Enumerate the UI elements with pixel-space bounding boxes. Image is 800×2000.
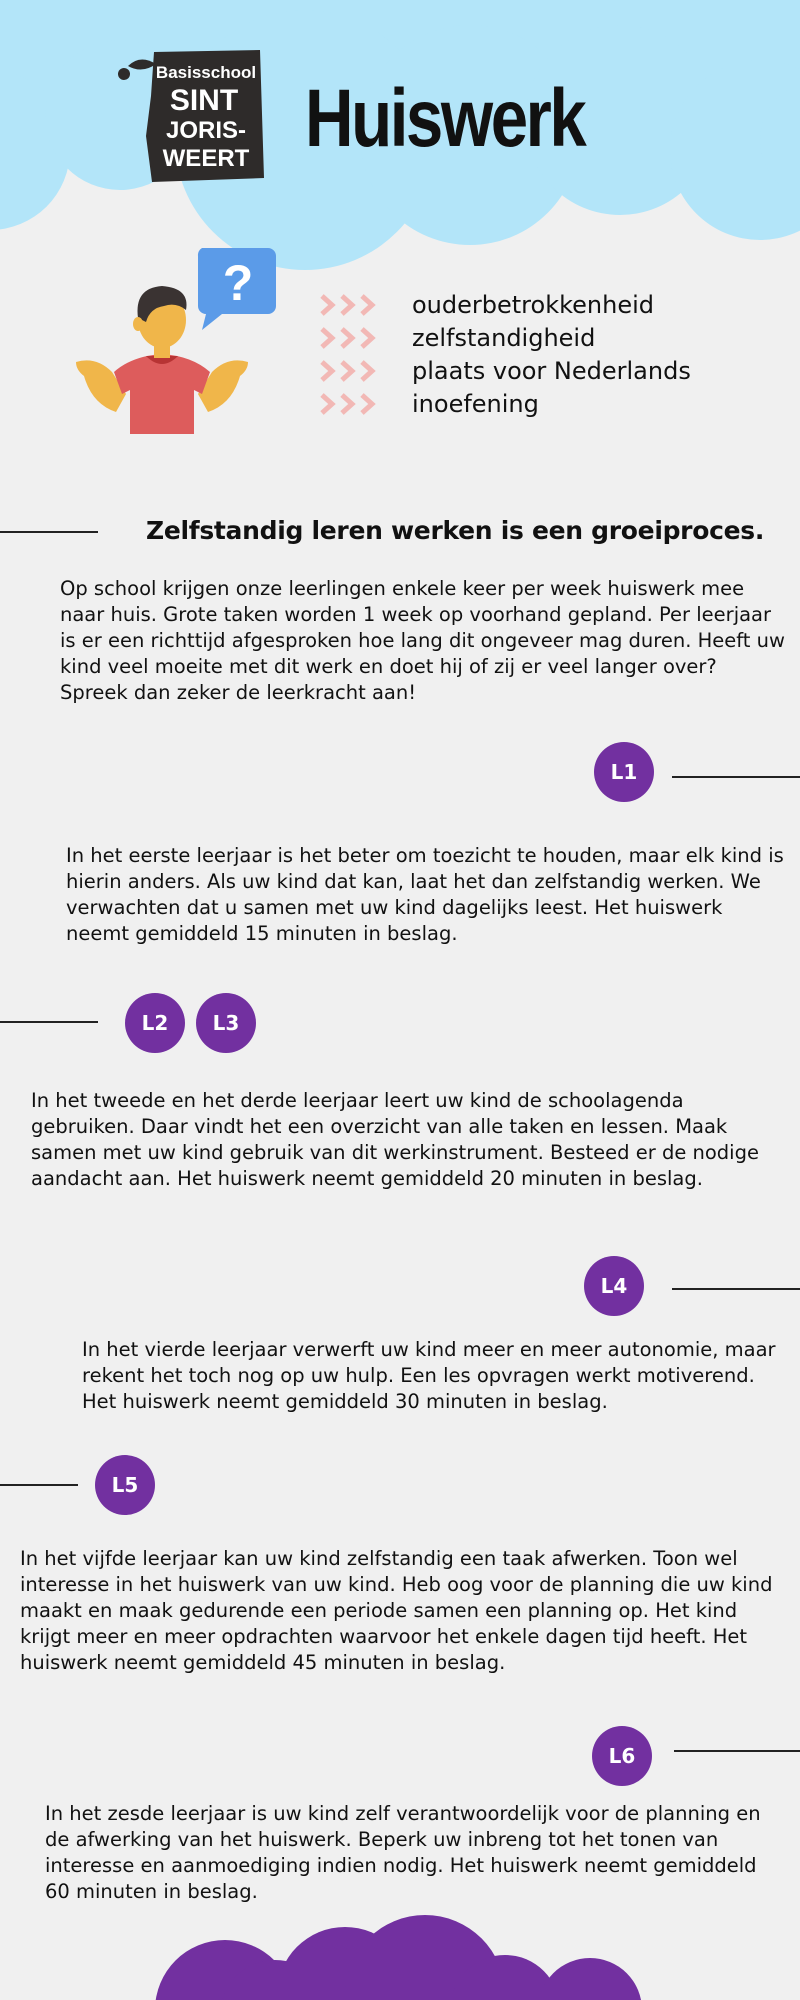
divider-line (674, 1750, 800, 1752)
question-mark: ? (222, 255, 254, 311)
keyword-label: plaats voor Nederlands (412, 356, 691, 385)
grade-paragraph-l4: In het vierde leerjaar verwerft uw kind meer en meer autonomie, maar rekent het toch nog op uw hulp. Een les opvragen werkt motiverend. Het huiswerk neemt gemiddeld 30 minuten in beslag. (82, 1338, 776, 1413)
keyword-item (320, 354, 691, 387)
school-logo (118, 46, 268, 186)
grade-paragraph-l2-l3: In het tweede en het derde leerjaar leert uw kind de schoolagenda gebruiken. Daar vindt het een overzicht van alle taken en lessen. Maak samen met uw kind gebruik van dit werkinstrument. Besteed er de nodige aandacht aan. Het huiswerk neemt gemiddeld 20 minuten in beslag. (31, 1089, 759, 1190)
keyword-label: ouderbetrokkenheid (412, 290, 654, 319)
grade-badge-l1: L1 (594, 742, 654, 802)
keyword-label: inoefening (412, 389, 539, 418)
grade-badge-l6: L6 (592, 1726, 652, 1786)
keyword-item (320, 288, 691, 321)
divider-line (0, 1021, 98, 1023)
divider-line (0, 531, 98, 533)
grade-badge-l4: L4 (584, 1256, 644, 1316)
keyword-list (320, 288, 691, 420)
page-title: Huiswerk (305, 73, 585, 164)
grade-badge-l5: L5 (95, 1455, 155, 1515)
section-heading: Zelfstandig leren werken is een groeiproces. (146, 516, 765, 545)
keyword-item (320, 321, 691, 354)
grade-paragraph-l6: In het zesde leerjaar is uw kind zelf verantwoordelijk voor de planning en de afwerking van het huiswerk. Beperk uw inbreng tot het tonen van interesse en aanmoediging indien nodig. Het huiswerk neemt gemiddeld 60 minuten in beslag. (45, 1802, 761, 1903)
chevron-arrows-icon (320, 327, 392, 349)
grade-badge-l2: L2 (125, 993, 185, 1053)
keyword-item (320, 387, 691, 420)
chevron-arrows-icon (320, 294, 392, 316)
chevron-arrows-icon (320, 360, 392, 382)
logo-line-2: SINT (169, 84, 239, 117)
bottom-cloud (0, 1900, 800, 2000)
intro-paragraph: Op school krijgen onze leerlingen enkele keer per week huiswerk mee naar huis. Grote taken worden 1 week op voorhand gepland. Per leerjaar is er een richttijd afgesproken hoe lang dit ongeveer mag duren. Heeft uw kind veel moeite met dit werk en doet hij of zij er veel langer over? Spreek dan zeker de leerkracht aan! (60, 577, 785, 704)
divider-line (0, 1484, 78, 1486)
keyword-label: zelfstandigheid (412, 323, 596, 352)
grade-badge-l3: L3 (196, 993, 256, 1053)
person-question-icon (72, 244, 292, 444)
logo-line-1: Basisschool (155, 63, 257, 82)
grade-paragraph-l1: In het eerste leerjaar is het beter om toezicht te houden, maar elk kind is hierin anders. Als uw kind dat kan, laat het dan zelfstandig werken. We verwachten dat u samen met uw kind dagelijks leest. Het huiswerk neemt gemiddeld 15 minuten in beslag. (66, 844, 784, 945)
chevron-arrows-icon (320, 393, 392, 415)
grade-paragraph-l5: In het vijfde leerjaar kan uw kind zelfstandig een taak afwerken. Toon wel interesse in het huiswerk van uw kind. Heb oog voor de planning die uw kind maakt en maak gedurende een periode samen een planning op. Het kind krijgt meer en meer opdrachten waarvoor het enkele dagen tijd heeft. Het huiswerk neemt gemiddeld 45 minuten in beslag. (20, 1547, 773, 1674)
logo-line-4: WEERT (162, 145, 250, 172)
divider-line (672, 1288, 800, 1290)
divider-line (672, 776, 800, 778)
logo-line-3: JORIS- (165, 117, 247, 144)
